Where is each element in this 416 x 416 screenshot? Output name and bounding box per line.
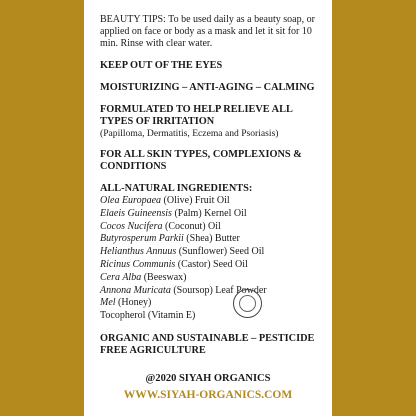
- ingredients-section: [100, 183, 318, 323]
- website-link[interactable]: WWW.SIYAH-ORGANICS.COM: [123, 389, 293, 401]
- ingredient-common-name: Tocopherol (Vitamin E): [100, 310, 196, 322]
- ingredient-item: [100, 297, 318, 310]
- copyright-text: @2020 SIYAH ORGANICS: [145, 373, 271, 384]
- ingredient-common-name: (Coconut) Oil: [162, 220, 221, 232]
- ingredient-latin-name: Cera Alba: [100, 271, 142, 283]
- ingredient-latin-name: Cocos Nucifera: [100, 220, 163, 232]
- ingredient-item: [100, 259, 318, 272]
- ingredient-item: [100, 221, 318, 234]
- ingredient-common-name: (Soursop) Leaf Powder: [170, 284, 267, 296]
- ingredient-item: [100, 208, 318, 221]
- ingredient-latin-name: Olea Europaea: [100, 195, 162, 206]
- ingredient-latin-name: Elaeis Guineensis: [100, 207, 172, 219]
- beauty-tips-text: To be used daily as a beauty soap, or applied on face or body as a mask and let it sit for 10 min. Rinse with clear water.: [100, 14, 315, 49]
- ingredient-common-name: (Shea) Butter: [183, 233, 240, 245]
- seal-inner-ring: [239, 295, 256, 312]
- ingredient-list: [100, 195, 318, 323]
- ingredient-common-name: (Beeswax): [141, 271, 187, 283]
- ingredient-item: [100, 285, 318, 298]
- benefits-heading: MOISTURIZING – ANTI-AGING – CALMING: [100, 82, 315, 93]
- ingredient-item: [100, 195, 318, 208]
- ingredient-item: [100, 310, 318, 323]
- beauty-tips: [100, 14, 318, 50]
- organic-heading: ORGANIC AND SUSTAINABLE – PESTICIDE FREE AGRICULTURE: [100, 332, 315, 356]
- ingredient-latin-name: Ricinus Communis: [100, 258, 176, 270]
- ingredient-latin-name: Mel: [100, 297, 116, 309]
- certification-seal-icon: [233, 289, 262, 318]
- eye-warning: KEEP OUT OF THE EYES: [100, 60, 223, 71]
- ingredient-latin-name: Helianthus Annuus: [100, 246, 177, 258]
- ingredient-item: [100, 246, 318, 259]
- ingredient-common-name: (Sunflower) Seed Oil: [176, 246, 265, 258]
- product-label: [84, 0, 332, 416]
- ingredient-common-name: (Palm) Kernel Oil: [171, 207, 247, 219]
- ingredient-latin-name: Annona Muricata: [100, 284, 171, 296]
- beauty-tips-lead: BEAUTY TIPS:: [100, 14, 166, 25]
- ingredient-common-name: (Olive) Fruit Oil: [161, 195, 230, 206]
- ingredient-common-name: (Castor) Seed Oil: [175, 258, 248, 270]
- skin-types-heading: FOR ALL SKIN TYPES, COMPLEXIONS & CONDITIONS: [100, 149, 302, 172]
- ingredient-item: [100, 233, 318, 246]
- gold-border-left: [0, 0, 84, 416]
- conditions-list: (Papilloma, Dermatitis, Eczema and Psoriasis): [100, 128, 279, 139]
- ingredient-common-name: (Honey): [115, 297, 152, 309]
- formulated-heading: FORMULATED TO HELP RELIEVE ALL TYPES OF IRRITATION: [100, 104, 293, 127]
- gold-border-right: [332, 0, 416, 416]
- ingredient-latin-name: Butyrosperum Parkii: [100, 233, 184, 245]
- ingredients-heading: ALL-NATURAL INGREDIENTS:: [100, 183, 253, 194]
- ingredient-item: [100, 272, 318, 285]
